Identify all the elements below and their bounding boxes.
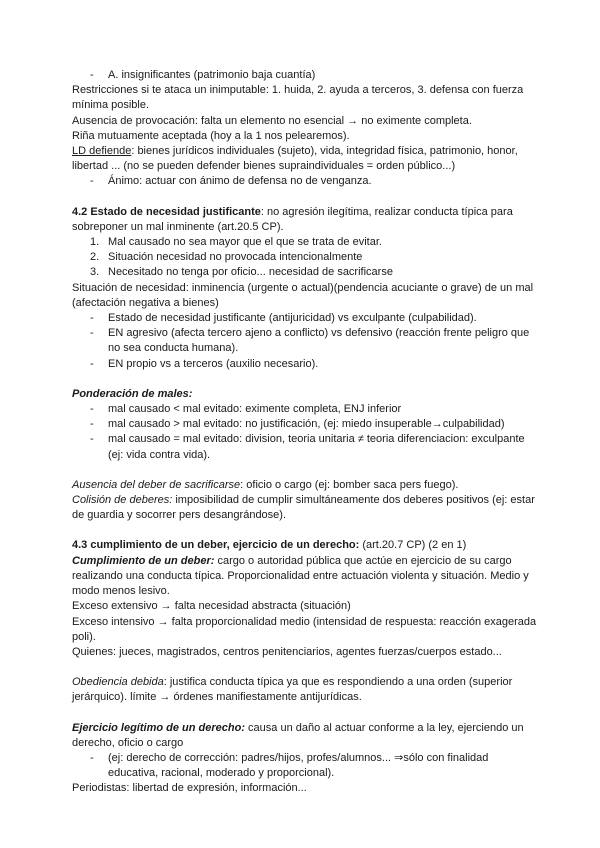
paragraph: Quienes: jueces, magistrados, centros penitenciarios, agentes fuerzas/cuerpos estado... [72,645,502,658]
paragraph [72,144,540,174]
list-item: - EN propio vs a terceros (auxilio necesario). [72,357,540,372]
bold-italic-label: Ejercicio legítimo de un derecho: [72,721,245,734]
list-item: - Ánimo: actuar con ánimo de defensa no de venganza. [72,174,540,189]
paragraph-text: causa un daño al actuar conforme a la ley, ejerciendo un derecho, oficio o cargo [72,721,524,749]
bold-italic-label: Cumplimiento de un deber: [72,554,215,567]
italic-label: Colisión de deberes: [72,494,173,507]
list-item: - mal causado > mal evitado: no justificación, (ej: miedo insuperable→culpabilidad) [72,417,540,432]
underlined-label: LD defiende [72,145,132,158]
italic-label: Obediencia debida [72,676,164,689]
paragraph: Exceso intensivo → falta proporcionalidad medio (intensidad de respuesta: reacción exagerada poli). [72,615,537,643]
list-item: - EN agresivo (afecta tercero ajeno a conflicto) vs defensivo (reacción frente peligro que no sea conducta humana). [72,326,540,356]
paragraph [72,554,540,600]
numbered-item [72,265,540,280]
item-text: Situación necesidad no provocada intencionalmente [108,251,363,264]
paragraph [72,478,540,493]
paragraph: Restricciones si te ataca un inimputable: 1. huida, 2. ayuda a terceros, 3. defensa con fuerza mínima posible. [72,84,524,112]
list-item: - mal causado = mal evitado: division, teoria unitaria ≠ teoria diferenciacion: exculpante (ej: vida contra vida). [72,432,540,462]
section-4-3 [72,538,540,553]
paragraph: Exceso extensivo → falta necesidad abstracta (situación) [72,600,351,613]
item-number: 2. [90,251,100,264]
section-4-2 [72,205,540,235]
paragraph [72,721,540,751]
list-item: - (ej: derecho de corrección: padres/hijos, profes/alumnos... ⇒sólo con finalidad educativa, racional, moderado y proporcional). [72,751,540,781]
paragraph-text: : justifica conducta típica ya que es respondiendo a una orden (superior jerárquico). límite → órdenes manifiestamente antijurídicas. [72,676,513,704]
item-number: 1. [90,236,100,249]
paragraph-text: imposibilidad de cumplir simultáneamente dos deberes positivos (ej: estar de guardia y socorrer pers desangrándose). [72,494,535,522]
subheading: Ponderación de males: [72,387,193,400]
paragraph: Situación de necesidad: inminencia (urgente o actual)(pendencia acuciante o grave) de un mal (afectación negativa a bienes) [72,281,534,309]
paragraph: Periodistas: libertad de expresión, información... [72,782,307,795]
paragraph-text: : oficio o cargo (ej: bomber saca pers fuego). [240,478,459,491]
list-item: - mal causado < mal evitado: eximente completa, ENJ inferior [72,402,540,417]
section-heading: 4.3 cumplimiento de un deber, ejercicio de un derecho: [72,539,360,552]
paragraph: Ausencia de provocación: falta un elemento no esencial → no eximente completa. [72,114,472,127]
section-heading: 4.2 Estado de necesidad justificante [72,205,261,218]
italic-label: Ausencia del deber de sacrificarse [72,478,241,491]
numbered-item [72,250,540,265]
paragraph [72,493,540,523]
section-intro: : no agresión ilegítima, realizar conducta típica para sobreponer un mal inminente (art.20.5 CP). [72,205,513,233]
paragraph-text: cargo o autoridad pública que actúe en ejercicio de su cargo realizando una conducta típica. Proporcionalidad entre actuación violenta y situación. Medio y modo menos lesivo. [72,554,529,598]
item-text: Necesitado no tenga por oficio... necesidad de sacrificarse [108,266,393,279]
paragraph: Riña mutuamente aceptada (hoy a la 1 nos pelearemos). [72,129,350,142]
paragraph-text: : bienes jurídicos individuales (sujeto), vida, integridad física, patrimonio, honor, libertad ... (no se pueden defender bienes supraindividuales = orden público...) [72,145,518,173]
numbered-item [72,235,540,250]
section-intro: (art.20.7 CP) (2 en 1) [359,539,467,552]
list-item: - A. insignificantes (patrimonio baja cuantía) [72,68,540,83]
list-item: - Estado de necesidad justificante (antijuricidad) vs exculpante (culpabilidad). [72,311,540,326]
item-number: 3. [90,266,100,279]
paragraph [72,675,540,705]
item-text: Mal causado no sea mayor que el que se trata de evitar. [108,236,382,249]
